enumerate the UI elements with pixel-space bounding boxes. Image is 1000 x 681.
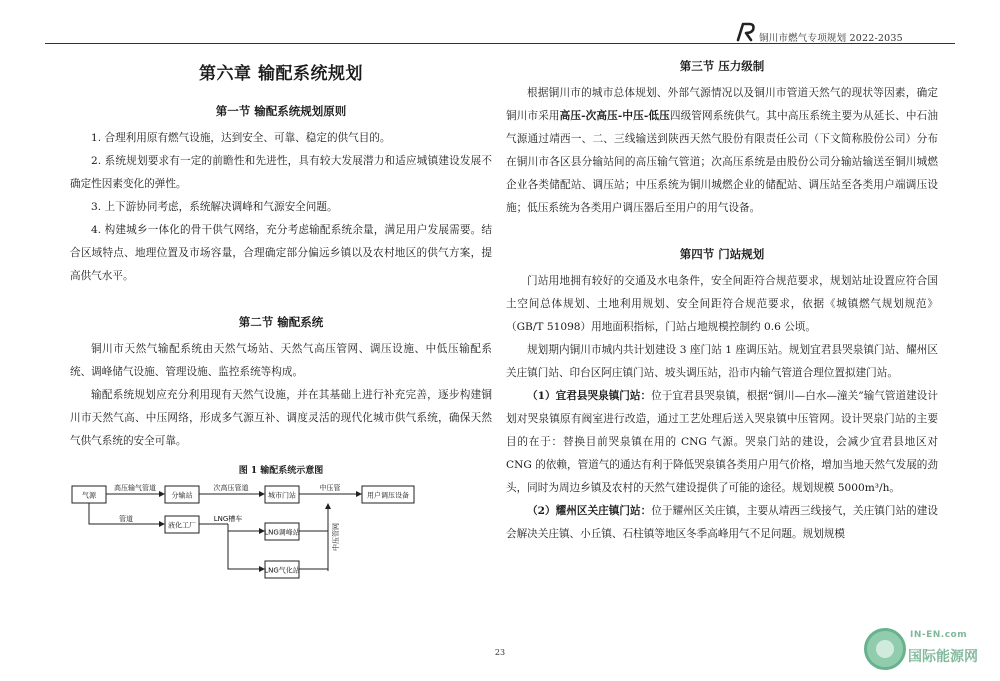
watermark-globe-icon bbox=[864, 628, 906, 670]
figure-caption: 图 1 输配系统示意图 bbox=[238, 466, 324, 476]
section-3-title: 第三节 压力级制 bbox=[679, 59, 765, 73]
header-rule bbox=[45, 43, 955, 44]
section-2-paragraph-1: 铜川市天然气输配系统由天然气场站、天然气高压管网、调压设施、中低压输配系统、调峰储气设施、管理设施、监控系统等构成。 bbox=[70, 343, 492, 378]
distribution-system-diagram bbox=[70, 481, 492, 589]
item-1-label: （1）宜君县哭泉镇门站： bbox=[527, 390, 652, 402]
section-2-title: 第二节 输配系统 bbox=[238, 315, 324, 329]
item-2-text: 位于耀州区关庄镇，主要从靖西三线接气，关庄镇门站的建设会解决关庄镇、小丘镇、石柱镇等地区冬季高峰用气不足问题。规划规模 bbox=[506, 505, 939, 540]
label-lng-tanker: LNG槽车 bbox=[213, 515, 243, 523]
section-1-paragraph-3: 3. 上下游协同考虑，系统解决调峰和气源安全问题。 bbox=[91, 201, 338, 213]
header-logo-icon bbox=[734, 22, 758, 42]
section-4-title: 第四节 门站规划 bbox=[679, 247, 765, 261]
item-1-text: 位于宜君县哭泉镇，根据“铜川—白水—潼关”输气管道建设计划对哭泉镇原有阀室进行改造，通过工艺处理后送入哭泉镇中压管网。设计哭泉门站的主要目的在于：替换目前哭泉镇在用的 CNG 气源。哭泉门站的建设，会减少宜君县地区对 CNG 的依赖，管道气的通达有利于降低哭泉镇各类用户用气价格，增加当地天然气发展的劲头，同时为周边乡镇及农村的天然气建设提供了可能的途径。规划规模 5000m³/h。 bbox=[506, 390, 938, 494]
label-mp-network: 中压管网 bbox=[332, 523, 340, 551]
section-1-paragraph-1: 1. 合理利用原有燃气设施，达到安全、可靠、稳定的供气目的。 bbox=[91, 132, 391, 144]
label-lng-factory: 液化工厂 bbox=[168, 521, 196, 530]
section-1-title: 第一节 输配系统规划原则 bbox=[215, 104, 347, 118]
label-user-regulator: 用户调压设备 bbox=[367, 491, 409, 500]
section-2-paragraph-2: 输配系统规划应充分利用现有天然气设施，并在其基础上进行补充完善，逐步构建铜川市天然气高、中压网络，形成多气源互补、调度灵活的现代化城市供气系统，确保天然气供气系统的安全可靠。 bbox=[70, 389, 492, 447]
pressure-levels-bold: 高压-次高压-中压-低压 bbox=[559, 110, 670, 122]
page-number: 23 bbox=[494, 648, 506, 657]
header-title: 铜川市燃气专项规划 2022-2035 bbox=[759, 33, 903, 44]
section-3-text-a: 根据铜川市的城市总体规划、外部气源情况以及铜川市管道天然气的现状等因素，确定铜川市采用 bbox=[506, 87, 938, 122]
label-distribution-station: 分输站 bbox=[171, 491, 193, 500]
right-column bbox=[506, 58, 938, 546]
label-hp-pipe: 高压输气管道 bbox=[114, 484, 156, 492]
watermark-en: IN-EN.com bbox=[910, 630, 968, 640]
label-sub-hp-pipe: 次高压管道 bbox=[213, 484, 249, 492]
section-4-paragraph-2: 规划期内铜川市城内共计划建设 3 座门站 1 座调压站。规划宜君县哭泉镇门站、耀州区关庄镇门站、印台区阿庄镇门站、坡头调压站，沿市内输气管道合理位置拟建门站。 bbox=[506, 344, 938, 379]
section-3-paragraph-1 bbox=[506, 82, 938, 220]
item-2-label: （2）耀州区关庄镇门站： bbox=[527, 505, 652, 517]
label-city-gate: 城市门站 bbox=[268, 491, 296, 500]
section-4-item-2 bbox=[506, 500, 938, 546]
watermark-cn: 国际能源网 bbox=[908, 649, 978, 665]
section-4-paragraph-1: 门站用地拥有较好的交通及水电条件，安全间距符合规范要求，规划站址设置应符合国土空间总体规划、土地利用规划、安全间距符合规范要求，依据《城镇燃气规划规范》（GB/T 51098）用地面积指标，门站占地规模控制约 0.6 公顷。 bbox=[506, 275, 938, 333]
section-1-paragraph-4: 4. 构建城乡一体化的骨干供气网络，充分考虑输配系统余量，满足用户发展需要。结合区域特点、地理位置及市场容量，合理确定部分偏远乡镇以及农村地区的供气方案，提高供气水平。 bbox=[70, 224, 492, 282]
chapter-title: 第六章 输配系统规划 bbox=[199, 64, 363, 84]
label-lng-peak: LNG调峰站 bbox=[264, 528, 300, 537]
watermark-logo bbox=[864, 624, 994, 679]
section-1-paragraph-2: 2. 系统规划要求有一定的前瞻性和先进性，具有较大发展潜力和适应城镇建设发展不确定性因素变化的弹性。 bbox=[70, 155, 492, 190]
left-column bbox=[70, 58, 492, 589]
label-gas-source: 气源 bbox=[82, 491, 96, 500]
section-4-item-1 bbox=[506, 385, 938, 500]
label-pipeline: 管道 bbox=[119, 515, 133, 523]
label-mp-pipe: 中压管 bbox=[319, 484, 341, 492]
section-3-text-b: 四级管网系统供气。其中高压系统主要为从延长、中石油气源通过靖西一、二、三线输送到陕西天然气股份有限责任公司（下文简称股份公司）分布在铜川市各区县分输站间的高压输气管道；次高压系统是由股份公司分输站输送至铜川城燃企业各类储配站、调压站；中压系统为铜川城燃企业的储配站、调压站至各类用户端调压设施；低压系统为各类用户调压器后至用户的用气设备。 bbox=[506, 110, 938, 214]
label-lng-gasification: LNG气化站 bbox=[264, 566, 300, 575]
